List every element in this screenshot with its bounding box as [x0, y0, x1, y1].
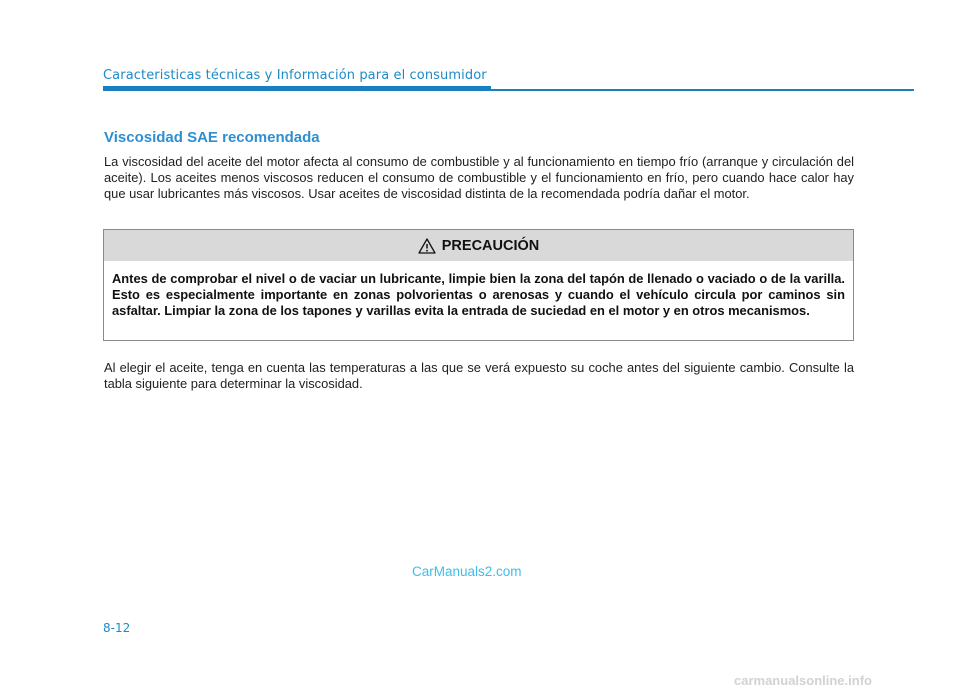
- caution-title: PRECAUCIÓN: [441, 237, 540, 254]
- header-rule-thin: [491, 89, 914, 91]
- header-rule-thick: [103, 86, 491, 91]
- intro-paragraph: La viscosidad del aceite del motor afecta al consumo de combustible y al funcionamiento en tiempo frío (arranque y circulación del aceite). Los aceites menos viscosos reducen el consumo de combustible y el funcionamiento en frío, pero cuando hace calor hay que usar lubricantes más viscosos. Usar aceites de viscosidad distinta de la recomendada podría dañar el motor.: [104, 154, 854, 201]
- page-number: 8-12: [103, 621, 131, 635]
- section-heading: Viscosidad SAE recomendada: [104, 129, 320, 146]
- watermark-link[interactable]: CarManuals2.com: [412, 564, 522, 579]
- caution-body: Antes de comprobar el nivel o de vaciar un lubricante, limpie bien la zona del tapón de llenado o vaciado o de la varilla. Esto es especialmente importante en zonas polvorientas o arenosas y cuando el vehículo circula por caminos sin asfaltar. Limpiar la zona de los tapones y varillas evita la entrada de suciedad en el motor y en otros mecanismos.: [112, 271, 845, 318]
- section-header-title: Caracteristicas técnicas y Información para el consumidor: [103, 68, 487, 83]
- caution-box: [103, 229, 854, 341]
- warning-triangle-icon: [418, 238, 436, 254]
- caution-header: [104, 230, 853, 261]
- footer-site-watermark: carmanualsonline.info: [734, 673, 872, 688]
- oil-selection-paragraph: Al elegir el aceite, tenga en cuenta las temperaturas a las que se verá expuesto su coche antes del siguiente cambio. Consulte la tabla siguiente para determinar la viscosidad.: [104, 360, 854, 391]
